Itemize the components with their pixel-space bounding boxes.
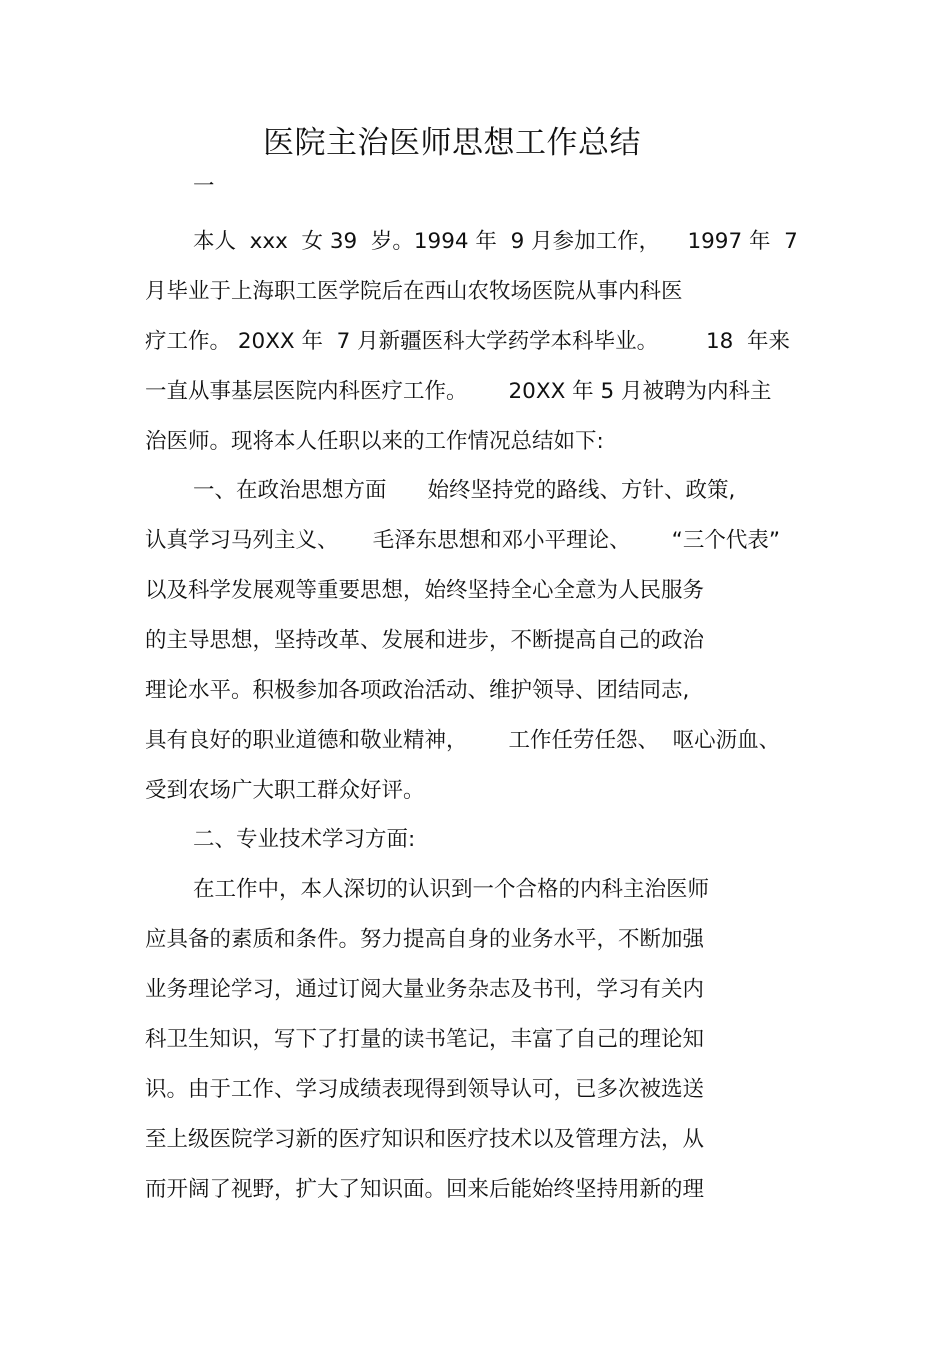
text-line: 理论水平。积极参加各项政治活动、维护领导、团结同志,	[145, 678, 690, 703]
text-line: 的主导思想，坚持改革、发展和进步，不断提高自己的政治	[145, 628, 705, 653]
text-line: 一、在政治思想方面 始终坚持党的路线、方针、政策,	[193, 478, 736, 503]
text-line: 以及科学发展观等重要思想，始终坚持全心全意为人民服务	[145, 578, 705, 603]
text-line: 在工作中，本人深切的认识到一个合格的内科主治医师	[193, 877, 710, 902]
text-line: 治医师。现将本人任职以来的工作情况总结如下:	[145, 429, 604, 454]
text-line: 一	[193, 174, 215, 199]
document-title: 医院主治医师思想工作总结	[263, 125, 641, 161]
text-line: 二、专业技术学习方面:	[193, 827, 416, 852]
text-line: 疗工作。 20XX 年 7 月新疆医科大学药学本科毕业。 18 年来	[145, 329, 791, 354]
text-line: 应具备的素质和条件。努力提高自身的业务水平，不断加强	[145, 927, 705, 952]
text-line: 本人 xxx 女 39 岁。1994 年 9 月参加工作， 1997 年 7	[193, 229, 798, 254]
text-line: 受到农场广大职工群众好评。	[145, 778, 425, 803]
text-line: 一直从事基层医院内科医疗工作。 20XX 年 5 月被聘为内科主	[145, 379, 772, 404]
text-line: 科卫生知识，写下了打量的读书笔记，丰富了自己的理论知	[145, 1027, 705, 1052]
text-line: 月毕业于上海职工医学院后在西山农牧场医院从事内科医	[145, 279, 683, 304]
text-line: 至上级医院学习新的医疗知识和医疗技术以及管理方法，从	[145, 1127, 705, 1152]
text-line: 具有良好的职业道德和敬业精神， 工作任劳任怨、 呕心沥血、	[145, 728, 781, 753]
text-line: 识。由于工作、学习成绩表现得到领导认可，已多次被选送	[145, 1077, 705, 1102]
text-line: 而开阔了视野，扩大了知识面。回来后能始终坚持用新的理	[145, 1177, 705, 1202]
text-line: 业务理论学习，通过订阅大量业务杂志及书刊，学习有关内	[145, 977, 705, 1002]
text-line: 认真学习马列主义、 毛泽东思想和邓小平理论、 “三个代表”	[145, 528, 780, 553]
